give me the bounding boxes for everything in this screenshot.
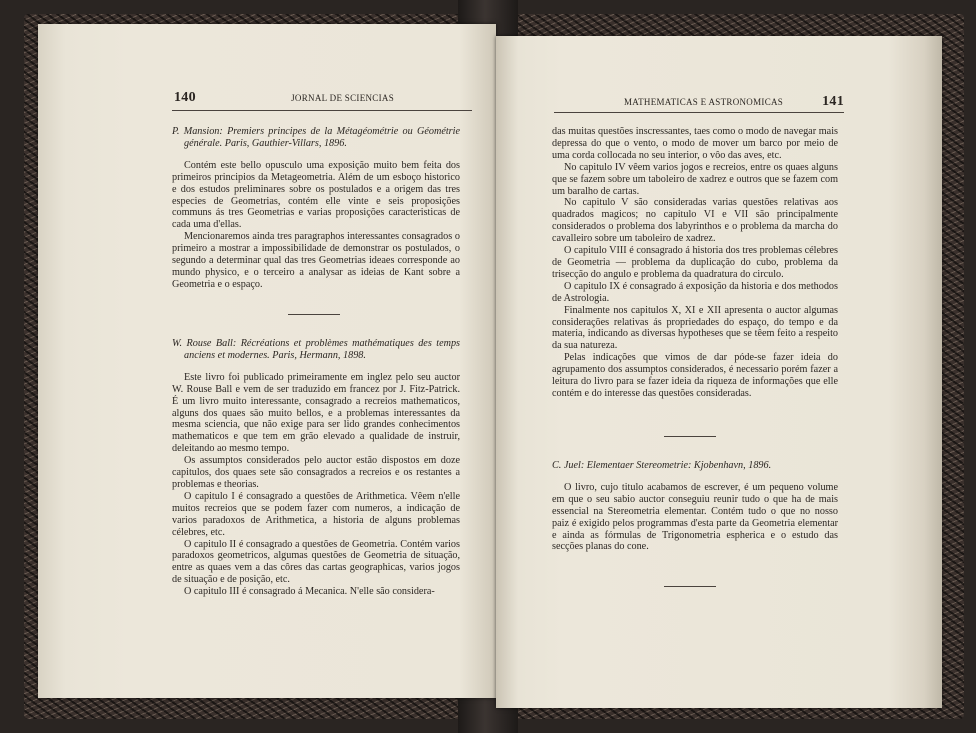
right-p4: O capitulo VIII é consagrado á historia dos tres problemas célebres de Geometria — problema da duplicação do cubo, problema da trisecção do angulo e problema da quadratura do circulo. [552,245,838,280]
right-p1: das muitas questões inscressantes, taes como o modo de navegar mais depressa do que o vento, o modo de mover um barco por meio de uma corda collocada no seu interior, o vôo das aves, etc. [552,126,838,161]
left-column [172,126,460,291]
review-ball-title [172,338,460,362]
review-juel-author: C. Juel: [552,460,585,471]
review-juel-title [552,460,838,472]
right-page [496,36,942,708]
left-page-number: 140 [174,90,196,105]
review-mansion-author: P. Mansion: [172,126,223,137]
left-header [174,90,474,106]
right-section-divider-1 [664,436,716,437]
review-ball-p3: O capitulo I é consagrado a questões de Arithmetica. Vêem n'elle muitos recreios que se podem fazer com numeros, a indicação de varios paradoxos de Arithmetica, a historia de alguns problemas célebres, etc. [172,490,460,538]
left-page [38,24,496,698]
review-mansion-book: Premiers principes de la Métagéométrie ou Géométrie générale. Paris, Gauthier-Villars, 1896. [184,126,460,149]
right-section-divider-2 [664,586,716,587]
right-p2: No capitulo IV vêem varios jogos e recreios, entre os quaes alguns que se fazem sobre um taboleiro de xadrez e outros que se fazem com um baralho de cartas. [552,161,838,197]
right-running-head: MATHEMATICAS E ASTRONOMICAS [624,97,784,107]
review-ball-p1: Este livro foi publicado primeiramente em inglez pelo seu auctor W. Rouse Ball e vem de ser traduzido em francez por J. Fitz-Patrick. É um livro muito interessante, consagrado a recreios mathematicos, alguns dos quaes são muito bellos, e a problemas interessantes da mesma sciencia, que não exige para ser lido grandes conhecimentos mathematicos e que tem em grão elevado a qualidade de instruir, deleitando ao mesmo tempo. [172,371,460,455]
right-header [554,94,844,110]
right-header-rule [554,112,844,113]
review-juel-p1: O livro, cujo titulo acabamos de escrever, é um pequeno volume em que o seu sabio auctor conseguiu reunir tudo o que ha de mais essencial na Stereometria elementar. Contém tudo o que no nosso paiz é exigido pelos programmas d'esta parte da Geometria elementar e ainda as fórmulas de Trigonometria espherica e o estudo das secções planas do cone. [552,481,838,553]
right-page-number: 141 [822,94,844,109]
left-running-head: JORNAL DE SCIENCIAS [291,93,394,103]
right-p3: No capitulo V são consideradas varias questões relativas aos quadrados magicos; no capitulo VI e VII são principalmente considerados o problema dos labyrinthos e o problema da marcha do cavalleiro sobre um taboleiro de xadrez. [552,197,838,245]
review-mansion-title [172,126,460,150]
review-ball-p5: O capitulo III é consagrado á Mecanica. N'elle são considera- [184,586,435,598]
review-ball-book: Récréations et problèmes mathématiques des temps anciens et modernes. Paris, Hermann, 1898. [184,338,461,361]
review-ball-p2: Os assumptos considerados pelo auctor estão dispostos em doze capitulos, dos quaes sete são consagrados a recreios e os restantes a problemas e theorias. [172,455,460,490]
review-ball-author: W. Rouse Ball: [172,338,237,349]
right-p5: O capitulo IX é consagrado á exposição da historia e dos methodos de Astrologia. [552,280,838,304]
left-header-rule [172,110,472,111]
right-column-2 [552,460,838,553]
review-juel-book: Elementaer Stereometrie: Kjobenhavn, 1896. [586,460,772,471]
right-column [552,126,838,400]
left-column-2 [172,338,460,598]
left-section-divider [288,314,340,315]
right-p6: Finalmente nos capitulos X, XI e XII apresenta o auctor algumas considerações relativas ás propriedades do espaço, do tempo e da materia, indicando as diversas hypotheses que se têem feito a respeito da sua natureza. [552,304,838,352]
review-ball-p4: O capitulo II é consagrado a questões de Geometria. Contém varios paradoxos geometricos, algumas questões de Geometria de situação, entre as quaes vem a das côres das cartas geographicas, varios jogos de situação e de posição, etc. [172,538,460,586]
review-mansion-p1: Contém este bello opusculo uma exposição muito bem feita dos primeiros principios da Metageometria. Além de um esboço historico e dos estudos preliminares sobre os postulados e a origem das tres especies de Geometrias, contém elle vinte e seis proposições communs ás tres Geometrias e varias proposições caracteristicas de cada uma d'ellas. [172,159,460,231]
review-mansion-p2: Mencionaremos ainda tres paragraphos interessantes consagrados o primeiro a mostrar a impossibilidade de demonstrar os postulados, o segundo a determinar qual das tres Geometrias ideaes corresponde ao mundo physico, e o terceiro a analysar as ideias de Kant sobre a Geometria e o espaço. [172,231,460,290]
right-p7: Pelas indicações que vimos de dar póde-se fazer ideia do agrupamento dos assumptos considerados, é necessario porém fazer a leitura do livro para se fazer ideia da riqueza de informações que elle contém e do interesse das questões consideradas. [552,352,838,399]
